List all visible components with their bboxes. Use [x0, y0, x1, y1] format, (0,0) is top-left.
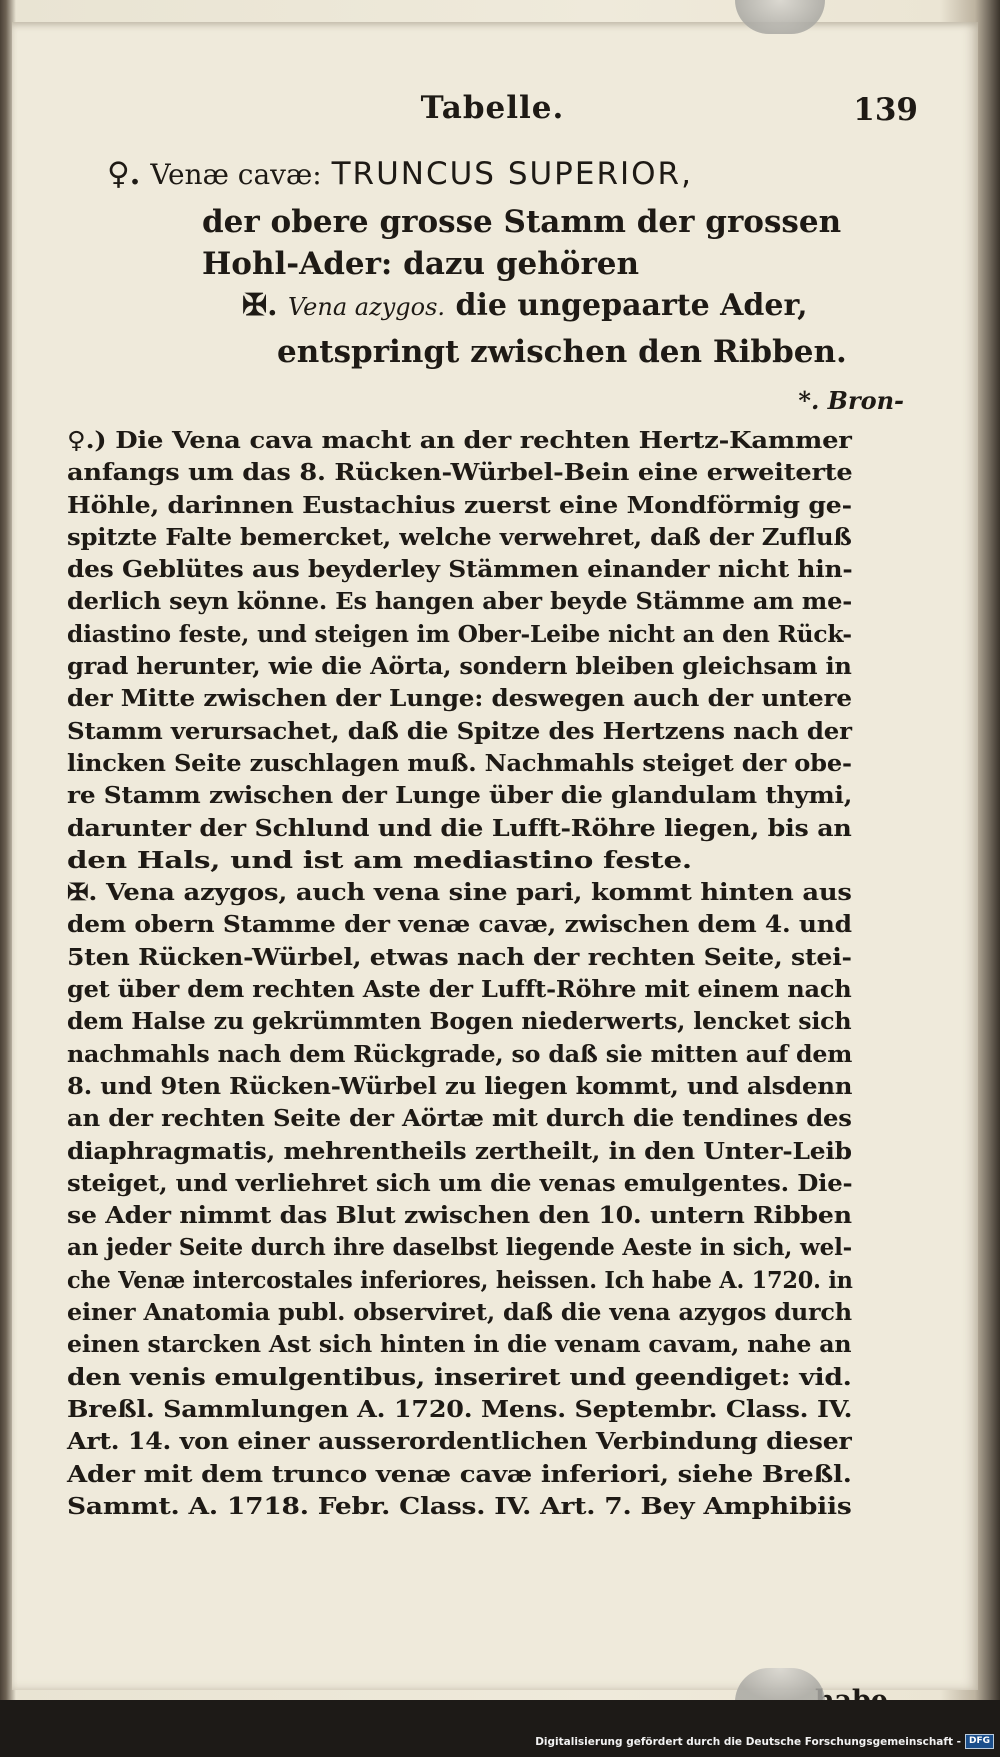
body-text: [67, 424, 852, 1522]
body-line: diaphragmatis, mehrentheils zertheilt, in den Unter-Leib: [67, 1136, 852, 1165]
body-line: an jeder Seite durch ihre daselbst liegende Aeste in sich, wel-: [67, 1233, 852, 1262]
body-line: Breßl. Sammlungen A. 1720. Mens. Septembr. Class. IV.: [67, 1394, 853, 1423]
page-content: [12, 22, 978, 1690]
body-line: che Venæ intercostales inferiores, heissen. Ich habe A. 1720. in: [67, 1265, 853, 1294]
running-title: Tabelle.: [420, 90, 565, 126]
heading-line-3: Hohl-Ader: dazu gehören: [202, 246, 640, 282]
heading-vena-azygos: Vena azygos.: [288, 293, 446, 321]
body-line: ✠. Vena azygos, auch vena sine pari, kommt hinten aus: [67, 878, 852, 907]
body-line: dem Halse zu gekrümmten Bogen niederwerts, lencket sich: [67, 1007, 852, 1036]
heading-catchword: *. Bron-: [798, 386, 904, 415]
body-line: ♀.) Die Vena cava macht an der rechten Hertz-Kammer: [67, 426, 852, 454]
body-line: lincken Seite zuschlagen muß. Nachmahls steiget der obe-: [67, 748, 852, 777]
body-line: Sammt. A. 1718. Febr. Class. IV. Art. 7. Bey Amphibiis: [67, 1491, 852, 1520]
body-line: nachmahls nach dem Rückgrade, so daß sie mitten auf dem: [67, 1039, 853, 1068]
body-line: der Mitte zwischen der Lunge: deswegen auch der untere: [67, 684, 852, 713]
body-line: re Stamm zwischen der Lunge über die glandulam thymi,: [67, 781, 853, 810]
body-line: 8. und 9ten Rücken-Würbel zu liegen kommt, und alsdenn: [67, 1071, 853, 1100]
heading-truncus-superior: TRUNCUS SUPERIOR,: [331, 156, 693, 192]
venus-symbol-icon: ♀.: [107, 156, 141, 192]
heading-line-1: [107, 156, 693, 192]
body-line: steiget, und verliehret sich um die venas emulgentes. Die-: [67, 1168, 853, 1197]
body-line: an der rechten Seite der Aörtæ mit durch die tendines des: [67, 1104, 852, 1133]
dfg-logo: DFG: [965, 1734, 994, 1749]
body-line: Stamm verursachet, daß die Spitze des Hertzens nach der: [67, 716, 852, 745]
heading-line-2: der obere grosse Stamm der grossen: [202, 204, 842, 240]
body-line: spitzte Falte bemercket, welche verwehret, daß der Zufluß: [67, 522, 852, 551]
heading-azygos-description: die ungepaarte Ader,: [455, 288, 808, 323]
body-line: grad herunter, wie die Aörta, sondern bleiben gleichsam in: [67, 652, 852, 681]
heading-line-5: entspringt zwischen den Ribben.: [277, 334, 847, 370]
cross-symbol-icon: ✠.: [242, 288, 278, 323]
heading-venae-cavae: Venæ cavæ:: [150, 158, 322, 191]
body-line: derlich seyn könne. Es hangen aber beyde Stämme am me-: [67, 587, 853, 616]
body-line: darunter der Schlund und die Lufft-Röhre liegen, bis an: [67, 813, 852, 842]
body-line: Ader mit dem trunco venæ cavæ inferiori, siehe Breßl.: [67, 1459, 852, 1488]
body-line: 5ten Rücken-Würbel, etwas nach der rechten Seite, stei-: [67, 942, 852, 971]
body-line: den Hals, und ist am mediastino feste.: [67, 845, 692, 874]
body-line: des Geblütes aus beyderley Stämmen einander nicht hin-: [67, 555, 853, 584]
body-line: Höhle, darinnen Eustachius zuerst eine Mondförmig ge-: [67, 490, 852, 519]
book-page: [12, 22, 978, 1690]
page-header: [67, 90, 918, 138]
body-line: se Ader nimmt das Blut zwischen den 10. untern Ribben: [67, 1201, 852, 1230]
funding-credit-text: Digitalisierung gefördert durch die Deutsche Forschungsgemeinschaft -: [535, 1735, 961, 1748]
funding-credit: [535, 1734, 994, 1749]
body-line: einen starcken Ast sich hinten in die venam cavam, nahe an: [67, 1330, 852, 1359]
page-number: 139: [853, 92, 918, 128]
body-line: anfangs um das 8. Rücken-Würbel-Bein eine erweiterte: [67, 458, 853, 487]
body-line: get über dem rechten Aste der Lufft-Röhre mit einem nach: [67, 975, 852, 1004]
body-line: den venis emulgentibus, inseriret und geendiget: vid.: [67, 1362, 852, 1391]
footer-bar: [0, 1700, 1000, 1757]
body-line: Art. 14. von einer ausserordentlichen Verbindung dieser: [67, 1427, 852, 1456]
body-line: einer Anatomia publ. observiret, daß die vena azygos durch: [67, 1298, 852, 1327]
heading-line-4: [242, 288, 808, 323]
body-line: dem obern Stamme der venæ cavæ, zwischen dem 4. und: [67, 910, 852, 939]
body-line: diastino feste, und steigen im Ober-Leibe nicht an den Rück-: [67, 619, 852, 648]
